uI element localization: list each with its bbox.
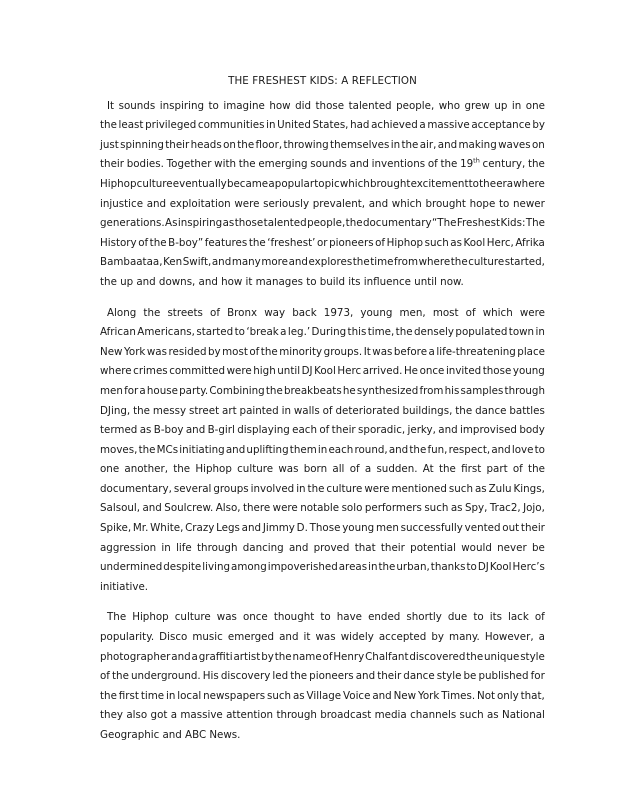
document-title: THE FRESHEST KIDS: A REFLECTION bbox=[228, 75, 417, 87]
paragraph bbox=[100, 304, 545, 598]
text-line: men for a house party. Combining the breakbeats he synthesized from his samples through bbox=[100, 384, 545, 397]
text-line: The Hiphop culture was once thought to have ended shortly due to its lack of bbox=[107, 611, 545, 624]
text-line: Geographic and ABC News. bbox=[100, 729, 241, 741]
text-line: Hiphop culture eventually became a popular topic which brought excitement to the era where bbox=[100, 177, 545, 190]
text-line: African Americans, started to ‘break a leg.’ During this time, the densely populated town in bbox=[100, 326, 545, 339]
text-line: Along the streets of Bronx way back 1973, young men, most of which were bbox=[107, 306, 545, 319]
text-line: one another, the Hiphop culture was born all of a sudden. At the first part of the bbox=[100, 463, 545, 476]
text-line: photographer and a graffiti artist by the name of Henry Chalfant discovered the unique style bbox=[100, 650, 545, 663]
paragraph bbox=[100, 97, 545, 293]
text-line: Bambaataa, Ken Swift, and many more and explores the time from where the culture started, bbox=[100, 256, 545, 269]
text-line: Spike, Mr. White, Crazy Legs and Jimmy D. Those young men successfully vented out their bbox=[100, 522, 545, 535]
text-line: aggression in life through dancing and proved that their potential would never be bbox=[100, 541, 545, 554]
document-page bbox=[100, 72, 545, 757]
text-line: termed as B-boy and B-girl displaying each of their sporadic, jerky, and improvised body bbox=[100, 424, 545, 437]
text-line: injustice and exploitation were seriously prevalent, and which brought hope to newer bbox=[100, 197, 545, 210]
text-line: they also got a massive attention through broadcast media channels such as National bbox=[100, 709, 545, 722]
text-line: of the underground. His discovery led the pioneers and their dance style be published for bbox=[100, 670, 545, 683]
text-line: undermined despite living among impoverished areas in the urban, thanks to DJ Kool Herc’s bbox=[100, 561, 545, 574]
text-line: It sounds inspiring to imagine how did those talented people, who grew up in one bbox=[107, 99, 545, 112]
text-line: the least privileged communities in United States, had achieved a massive acceptance by bbox=[100, 119, 545, 132]
text-line: the up and downs, and how it manages to build its influence until now. bbox=[100, 275, 464, 288]
text-line: the first time in local newspapers such as Village Voice and New York Times. Not only that, bbox=[100, 689, 545, 702]
text-line: their bodies. Together with the emerging sounds and inventions of the 19th century, the bbox=[100, 156, 545, 171]
paragraph bbox=[100, 608, 545, 745]
text-line: moves, the MCs initiating and uplifting them in each round, and the fun, respect, and love to bbox=[100, 443, 545, 456]
text-line: History of the B-boy” features the ‘freshest’ or pioneers of Hiphop such as Kool Herc, Afrika bbox=[100, 236, 545, 249]
text-line: popularity. Disco music emerged and it was widely accepted by many. However, a bbox=[100, 631, 545, 644]
text-line: initiative. bbox=[100, 580, 149, 593]
text-line: documentary, several groups involved in the culture were mentioned such as Zulu Kings, bbox=[100, 482, 545, 495]
document-body bbox=[100, 97, 545, 746]
text-line: generations. As inspiring as those talented people, the documentary “The Freshest Kids: The bbox=[100, 217, 545, 230]
text-line: Salsoul, and Soulcrew. Also, there were notable solo performers such as Spy, Trac2, Jojo, bbox=[100, 502, 545, 515]
text-line: DJing, the messy street art painted in walls of deteriorated buildings, the dance battles bbox=[100, 404, 545, 417]
text-line: where crimes committed were high until DJ Kool Herc arrived. He once invited those young bbox=[100, 365, 545, 378]
text-line: just spinning their heads on the floor, throwing themselves in the air, and making waves on bbox=[100, 138, 545, 151]
text-line: New York was resided by most of the minority groups. It was before a life-threatening place bbox=[100, 345, 545, 358]
